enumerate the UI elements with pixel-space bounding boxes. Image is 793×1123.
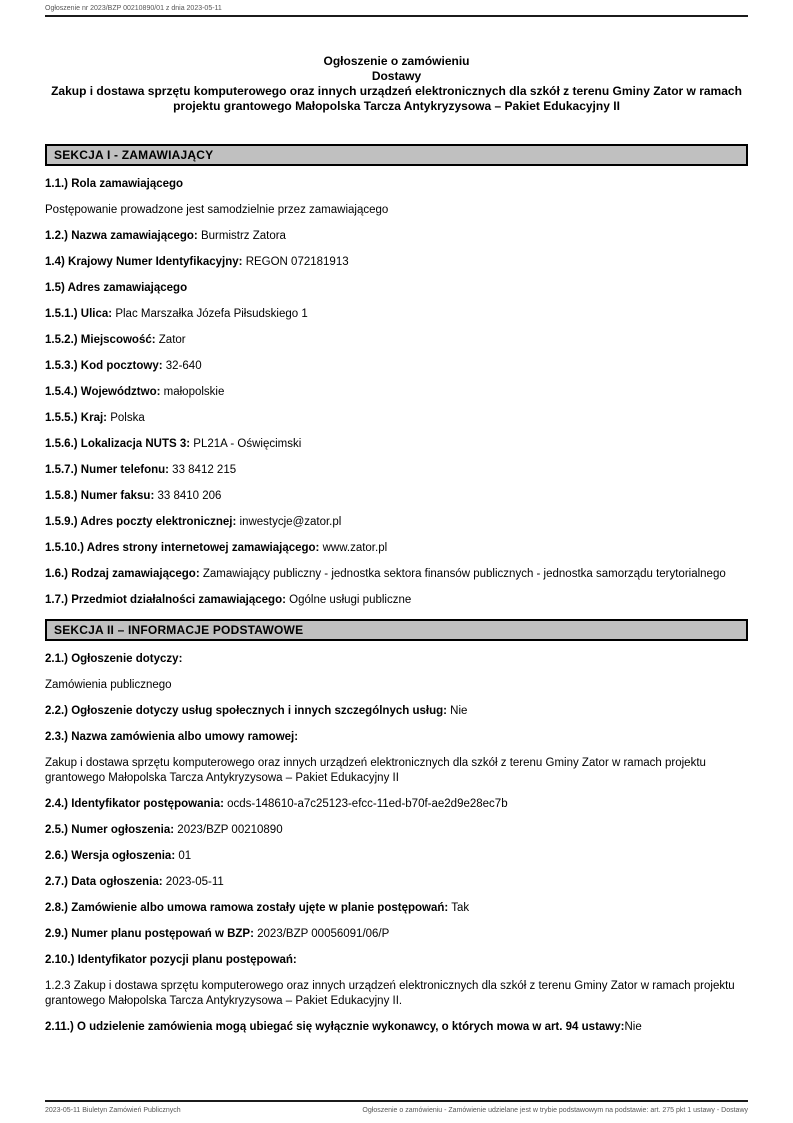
field-value: 1.2.3 Zakup i dostawa sprzętu komputerowego oraz innych urządzeń elektronicznych dla szkół z terenu Gminy Zator w ramach projektu grantowego Małopolska Tarcza Antykryzysowa – Pakiet Edukacyjny II.	[45, 980, 735, 1007]
field-1-2	[45, 229, 748, 244]
field-label: 1.5.10.) Adres strony internetowej zamawiającego:	[45, 542, 320, 554]
page-header-note: Ogłoszenie nr 2023/BZP 00210890/01 z dnia 2023-05-11	[45, 5, 222, 12]
field-value: Zakup i dostawa sprzętu komputerowego oraz innych urządzeń elektronicznych dla szkół z terenu Gminy Zator w ramach projektu grantowego Małopolska Tarcza Antykryzysowa – Pakiet Edukacyjny II	[45, 757, 706, 784]
field-label: 2.1.) Ogłoszenie dotyczy:	[45, 653, 183, 665]
field-label: 2.11.) O udzielenie zamówienia mogą ubiegać się wyłącznie wykonawcy, o których mowa w art. 94 ustawy:	[45, 1021, 625, 1033]
field-1-5-1	[45, 307, 748, 322]
field-2-8	[45, 901, 748, 916]
field-label: 1.5.1.) Ulica:	[45, 308, 113, 320]
field-2-1-label	[45, 652, 748, 667]
field-2-10-value	[45, 979, 748, 1009]
field-label: 1.5.3.) Kod pocztowy:	[45, 360, 163, 372]
footer-left-text: 2023-05-11 Biuletyn Zamówień Publicznych	[45, 1107, 181, 1114]
field-2-3-label	[45, 730, 748, 745]
field-value: inwestycje@zator.pl	[239, 516, 342, 528]
field-label: 2.8.) Zamówienie albo umowa ramowa zostały ujęte w planie postępowań:	[45, 902, 449, 914]
field-1-5-9	[45, 515, 748, 530]
field-label: 2.4.) Identyfikator postępowania:	[45, 798, 224, 810]
field-value: Burmistrz Zatora	[200, 230, 286, 242]
field-1-7	[45, 593, 748, 608]
field-1-4	[45, 255, 748, 270]
field-1-6	[45, 567, 748, 582]
field-value: PL21A - Oświęcimski	[193, 438, 302, 450]
field-value: Postępowanie prowadzone jest samodzielnie przez zamawiającego	[45, 204, 389, 216]
field-2-3-value	[45, 756, 748, 786]
field-1-5-5	[45, 411, 748, 426]
field-label: 1.5.5.) Kraj:	[45, 412, 107, 424]
doc-title-line-3: Zakup i dostawa sprzętu komputerowego oraz innych urządzeń elektronicznych dla szkół z terenu Gminy Zator w ramach projektu grantowego Małopolska Tarcza Antykryzysowa – Pakiet Edukacyjny II	[51, 84, 742, 113]
field-label: 1.5.6.) Lokalizacja NUTS 3:	[45, 438, 191, 450]
field-2-5	[45, 823, 748, 838]
field-1-1-label	[45, 177, 748, 192]
field-value: 01	[178, 850, 192, 862]
field-value: Zamówienia publicznego	[45, 679, 172, 691]
field-label: 2.2.) Ogłoszenie dotyczy usług społecznych i innych szczególnych usług:	[45, 705, 447, 717]
field-label: 2.3.) Nazwa zamówienia albo umowy ramowej:	[45, 731, 299, 743]
field-value: 32-640	[165, 360, 202, 372]
field-1-5-2	[45, 333, 748, 348]
field-value: 33 8412 215	[172, 464, 237, 476]
field-value: Nie	[450, 705, 468, 717]
field-value: 33 8410 206	[157, 490, 222, 502]
field-value: Polska	[110, 412, 145, 424]
field-value: 2023/BZP 00210890	[177, 824, 283, 836]
field-label: 1.4) Krajowy Numer Identyfikacyjny:	[45, 256, 243, 268]
field-label: 1.5.2.) Miejscowość:	[45, 334, 156, 346]
field-2-7	[45, 875, 748, 890]
field-label: 1.5.9.) Adres poczty elektronicznej:	[45, 516, 237, 528]
field-label: 2.10.) Identyfikator pozycji planu postępowań:	[45, 954, 297, 966]
field-value: Zamawiający publiczny - jednostka sektora finansów publicznych - jednostka samorządu terytorialnego	[202, 568, 726, 580]
field-1-5-10	[45, 541, 748, 556]
field-value: Nie	[624, 1021, 642, 1033]
page-footer	[45, 1100, 748, 1115]
field-2-6	[45, 849, 748, 864]
field-2-10-label	[45, 953, 748, 968]
field-value: małopolskie	[163, 386, 225, 398]
field-1-5-7	[45, 463, 748, 478]
field-1-5	[45, 281, 748, 296]
document-title	[45, 54, 748, 114]
field-2-4	[45, 797, 748, 812]
field-1-5-8	[45, 489, 748, 504]
field-value: REGON 072181913	[245, 256, 349, 268]
field-label: 1.5.4.) Województwo:	[45, 386, 161, 398]
field-label: 2.5.) Numer ogłoszenia:	[45, 824, 175, 836]
doc-title-line-2: Dostawy	[371, 69, 422, 83]
field-label: 1.6.) Rodzaj zamawiającego:	[45, 568, 200, 580]
field-2-1-value	[45, 678, 748, 693]
field-1-5-3	[45, 359, 748, 374]
field-label: 2.7.) Data ogłoszenia:	[45, 876, 163, 888]
field-label: 1.5.7.) Numer telefonu:	[45, 464, 169, 476]
field-value: Zator	[158, 334, 186, 346]
field-value: Tak	[451, 902, 470, 914]
field-2-11	[45, 1020, 748, 1035]
doc-title-line-1: Ogłoszenie o zamówieniu	[323, 54, 470, 68]
field-label: 1.2.) Nazwa zamawiającego:	[45, 230, 198, 242]
header-divider	[45, 15, 748, 17]
field-2-9	[45, 927, 748, 942]
field-value: 2023-05-11	[165, 876, 224, 888]
field-label: 2.6.) Wersja ogłoszenia:	[45, 850, 176, 862]
field-label: 1.5.8.) Numer faksu:	[45, 490, 155, 502]
field-1-5-6	[45, 437, 748, 452]
field-label: 2.9.) Numer planu postępowań w BZP:	[45, 928, 254, 940]
field-value: 2023/BZP 00056091/06/P	[257, 928, 390, 940]
field-label: 1.5) Adres zamawiającego	[45, 282, 188, 294]
field-1-1-value	[45, 203, 748, 218]
section-heading-1: SEKCJA I - ZAMAWIAJĄCY	[45, 144, 748, 166]
field-value: Ogólne usługi publiczne	[289, 594, 412, 606]
field-value: ocds-148610-a7c25123-efcc-11ed-b70f-ae2d9e28ec7b	[227, 798, 508, 810]
field-1-5-4	[45, 385, 748, 400]
field-2-2	[45, 704, 748, 719]
footer-right-text: Ogłoszenie o zamówieniu - Zamówienie udzielane jest w trybie podstawowym na podstawie: art. 275 pkt 1 ustawy - Dostawy	[362, 1107, 748, 1114]
field-value: Plac Marszałka Józefa Piłsudskiego 1	[115, 308, 308, 320]
field-label: 1.7.) Przedmiot działalności zamawiającego:	[45, 594, 286, 606]
section-heading-2: SEKCJA II – INFORMACJE PODSTAWOWE	[45, 619, 748, 641]
field-label: 1.1.) Rola zamawiającego	[45, 178, 184, 190]
footer-row	[45, 1102, 748, 1115]
field-value: www.zator.pl	[322, 542, 388, 554]
